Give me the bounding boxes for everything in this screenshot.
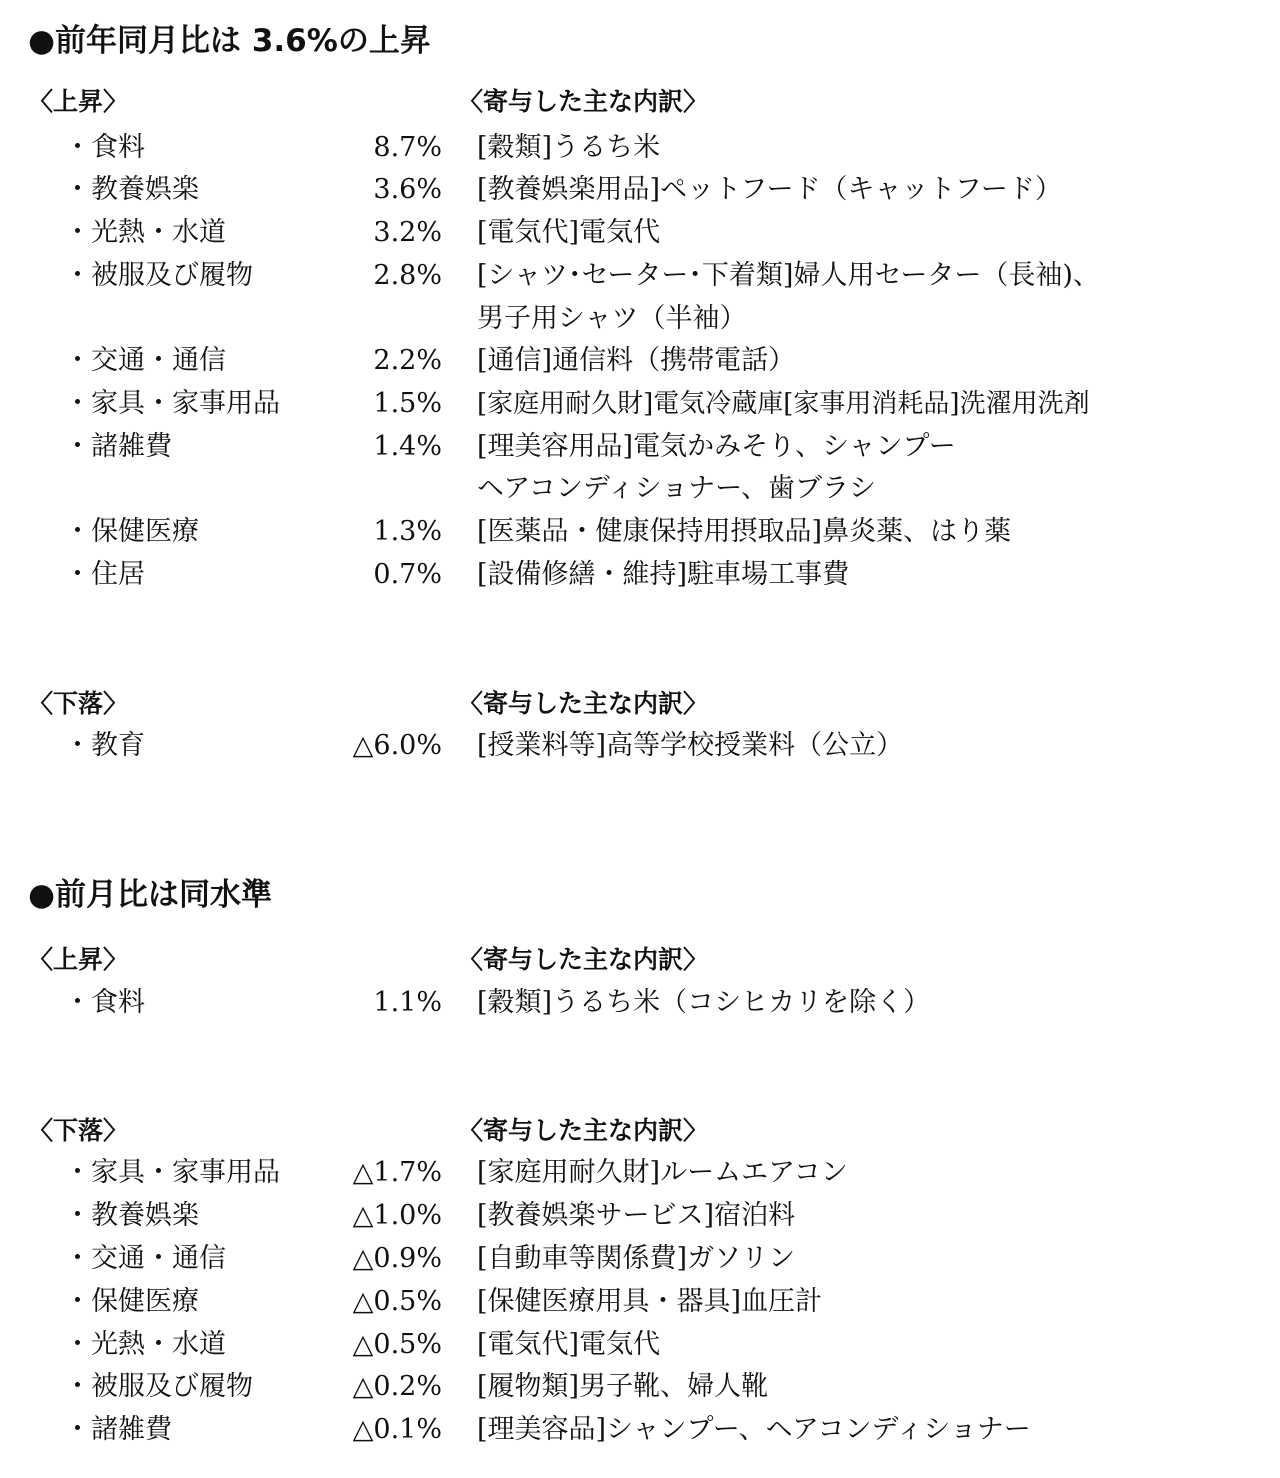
yoy-rise-detail-8: [設備修繕・維持]駐車場工事費	[477, 559, 850, 590]
yoy-rise-detail-6: [理美容用品]電気かみそり、シャンプー	[477, 431, 956, 462]
yoy-rise-pct-8: 0.7%	[373, 559, 442, 590]
mom-rise-contrib-header: 〈寄与した主な内訳〉	[458, 945, 709, 974]
yoy-fall-detail-0: [授業料等]高等学校授業料（公立）	[477, 730, 904, 761]
yoy-rise-cat-3: ・被服及び履物	[64, 260, 253, 291]
mom-fall-cat-4: ・光熱・水道	[64, 1329, 226, 1360]
mom-heading: ●前月比は同水準	[28, 877, 273, 913]
yoy-rise-pct-5: 1.5%	[373, 388, 442, 419]
yoy-rise-detail-6-cont: ヘアコンディショナー、歯ブラシ	[477, 473, 877, 504]
yoy-rise-detail-0: [穀類]うるち米	[477, 132, 661, 163]
mom-fall-cat-0: ・家具・家事用品	[64, 1157, 280, 1188]
yoy-rise-detail-7: [医薬品・健康保持用摂取品]鼻炎薬、はり薬	[477, 516, 1012, 547]
mom-fall-pct-5: △0.2%	[352, 1371, 442, 1402]
yoy-rise-pct-6: 1.4%	[373, 431, 442, 462]
yoy-rise-header: 〈上昇〉	[28, 87, 129, 116]
yoy-rise-cat-5: ・家具・家事用品	[64, 388, 280, 419]
mom-fall-detail-5: [履物類]男子靴、婦人靴	[477, 1371, 769, 1402]
mom-fall-pct-0: △1.7%	[352, 1157, 442, 1188]
mom-fall-pct-4: △0.5%	[352, 1329, 442, 1360]
yoy-fall-pct-0: △6.0%	[352, 730, 442, 761]
yoy-fall-cat-0: ・教育	[64, 730, 145, 761]
yoy-rise-cat-2: ・光熱・水道	[64, 217, 226, 248]
yoy-rise-detail-2: [電気代]電気代	[477, 217, 661, 248]
yoy-rise-contrib-header: 〈寄与した主な内訳〉	[458, 87, 709, 116]
mom-fall-header: 〈下落〉	[28, 1116, 129, 1145]
yoy-rise-pct-0: 8.7%	[373, 132, 442, 163]
mom-fall-cat-1: ・教養娯楽	[64, 1200, 199, 1231]
yoy-rise-cat-1: ・教養娯楽	[64, 174, 199, 205]
mom-fall-cat-5: ・被服及び履物	[64, 1371, 253, 1402]
mom-fall-detail-2: [自動車等関係費]ガソリン	[477, 1243, 796, 1274]
mom-fall-pct-2: △0.9%	[352, 1243, 442, 1274]
mom-fall-pct-6: △0.1%	[352, 1414, 442, 1445]
yoy-rise-cat-6: ・諸雑費	[64, 431, 172, 462]
yoy-rise-pct-4: 2.2%	[373, 345, 442, 376]
mom-fall-cat-6: ・諸雑費	[64, 1414, 172, 1445]
yoy-rise-detail-3: [シャツ･セーター･下着類]婦人用セーター（長袖)、	[477, 260, 1100, 291]
yoy-heading: ●前年同月比は 3.6%の上昇	[28, 23, 431, 59]
mom-rise-cat-0: ・食料	[64, 987, 145, 1018]
yoy-fall-header: 〈下落〉	[28, 689, 129, 718]
mom-fall-pct-1: △1.0%	[352, 1200, 442, 1231]
mom-fall-detail-0: [家庭用耐久財]ルームエアコン	[477, 1157, 848, 1188]
yoy-rise-pct-7: 1.3%	[373, 516, 442, 547]
yoy-rise-cat-4: ・交通・通信	[64, 345, 226, 376]
yoy-rise-pct-3: 2.8%	[373, 260, 442, 291]
mom-fall-detail-3: [保健医療用具・器具]血圧計	[477, 1286, 823, 1317]
mom-fall-detail-6: [理美容品]シャンプー、ヘアコンディショナー	[477, 1414, 1031, 1445]
mom-fall-detail-1: [教養娯楽サービス]宿泊料	[477, 1200, 796, 1231]
yoy-rise-cat-8: ・住居	[64, 559, 145, 590]
mom-fall-pct-3: △0.5%	[352, 1286, 442, 1317]
yoy-rise-detail-4: [通信]通信料（携帯電話）	[477, 345, 796, 376]
yoy-fall-contrib-header: 〈寄与した主な内訳〉	[458, 689, 709, 718]
mom-fall-detail-4: [電気代]電気代	[477, 1329, 661, 1360]
mom-fall-cat-2: ・交通・通信	[64, 1243, 226, 1274]
yoy-rise-detail-1: [教養娯楽用品]ペットフード（キャットフード）	[477, 174, 1062, 205]
mom-rise-detail-0: [穀類]うるち米（コシヒカリを除く）	[477, 987, 931, 1018]
mom-fall-cat-3: ・保健医療	[64, 1286, 199, 1317]
yoy-rise-detail-3-cont: 男子用シャツ（半袖）	[477, 303, 747, 334]
yoy-rise-pct-2: 3.2%	[373, 217, 442, 248]
yoy-rise-pct-1: 3.6%	[373, 174, 442, 205]
yoy-rise-cat-0: ・食料	[64, 132, 145, 163]
yoy-rise-detail-5: [家庭用耐久財]電気冷蔵庫[家事用消耗品]洗濯用洗剤	[477, 389, 1090, 419]
mom-rise-pct-0: 1.1%	[373, 987, 442, 1018]
mom-rise-header: 〈上昇〉	[28, 945, 129, 974]
yoy-rise-cat-7: ・保健医療	[64, 516, 199, 547]
mom-fall-contrib-header: 〈寄与した主な内訳〉	[458, 1116, 709, 1145]
